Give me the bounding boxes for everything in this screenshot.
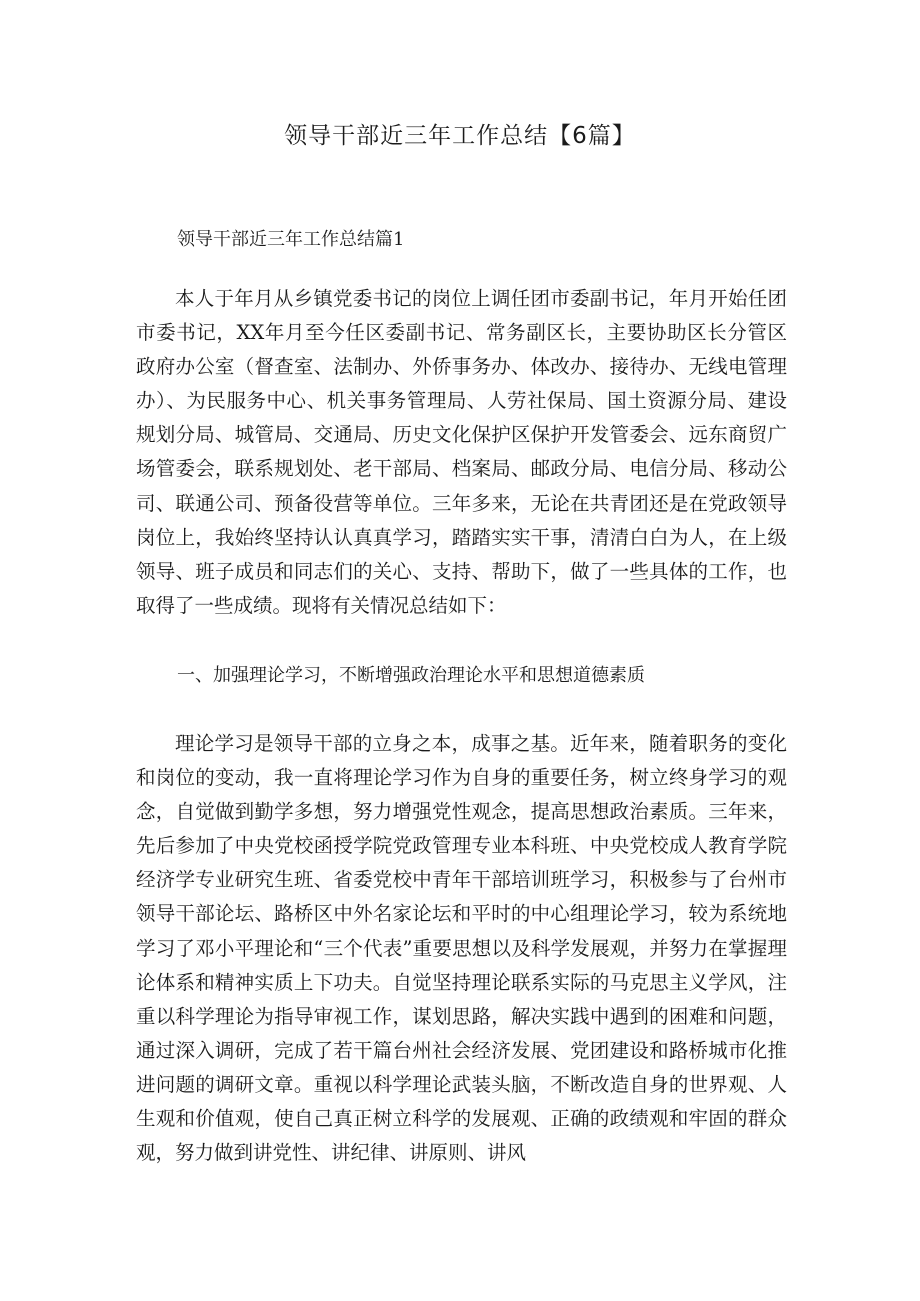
paragraph-2: 理论学习是领导干部的立身之本，成事之基。近年来，随着职务的变化和岗位的变动，我一直将理论学习作为自身的重要任务，树立终身学习的观念，自觉做到勤学多想，努力增强党性观念，提高思想政治素质。三年来，先后参加了中央党校函授学院党政管理专业本科班、中央党校成人教育学院经济学专业研究生班、省委党校中青年干部培训班学习，积极参与了台州市领导干部论坛、路桥区中外名家论坛和平时的中心组理论学习，较为系统地学习了邓小平理论和“三个代表”重要思想以及科学发展观，并努力在掌握理论体系和精神实质上下功夫。自觉坚持理论联系实际的马克思主义学风，注重以科学理论为指导审视工作，谋划思路，解决实践中遇到的困难和问题，通过深入调研，完成了若干篇台州社会经济发展、党团建设和路桥城市化推进问题的调研文章。重视以科学理论武装头脑，不断改造自身的世界观、人生观和价值观，使自己真正树立科学的发展观、正确的政绩观和牢固的群众观，努力做到讲党性、讲纪律、讲原则、讲风 [136, 732, 787, 1165]
paragraph-1: 本人于年月从乡镇党委书记的岗位上调任团市委副书记，年月开始任团市委书记，XX年月至今任区委副书记、常务副区长，主要协助区长分管区政府办公室（督查室、法制办、外侨事务办、体改办、接待办、无线电管理办）、为民服务中心、机关事务管理局、人劳社保局、国土资源分局、建设规划分局、城管局、交通局、历史文化保护区保护开发管委会、远东商贸广场管委会，联系规划处、老干部局、档案局、邮政分局、电信分局、移动公司、联通公司、预备役营等单位。三年多来，无论在共青团还是在党政领导岗位上，我始终坚持认认真真学习，踏踏实实干事，清清白白为人，在上级领导、班子成员和同志们的关心、支持、帮助下，做了一些具体的工作，也取得了一些成绩。现将有关情况总结如下： [136, 287, 787, 617]
section-heading-2: 一、加强理论学习，不断增强政治理论水平和思想道德素质 [177, 665, 645, 686]
section-heading-1: 领导干部近三年工作总结篇1 [177, 229, 405, 250]
document-title: 领导干部近三年工作总结【6篇】 [284, 123, 636, 149]
